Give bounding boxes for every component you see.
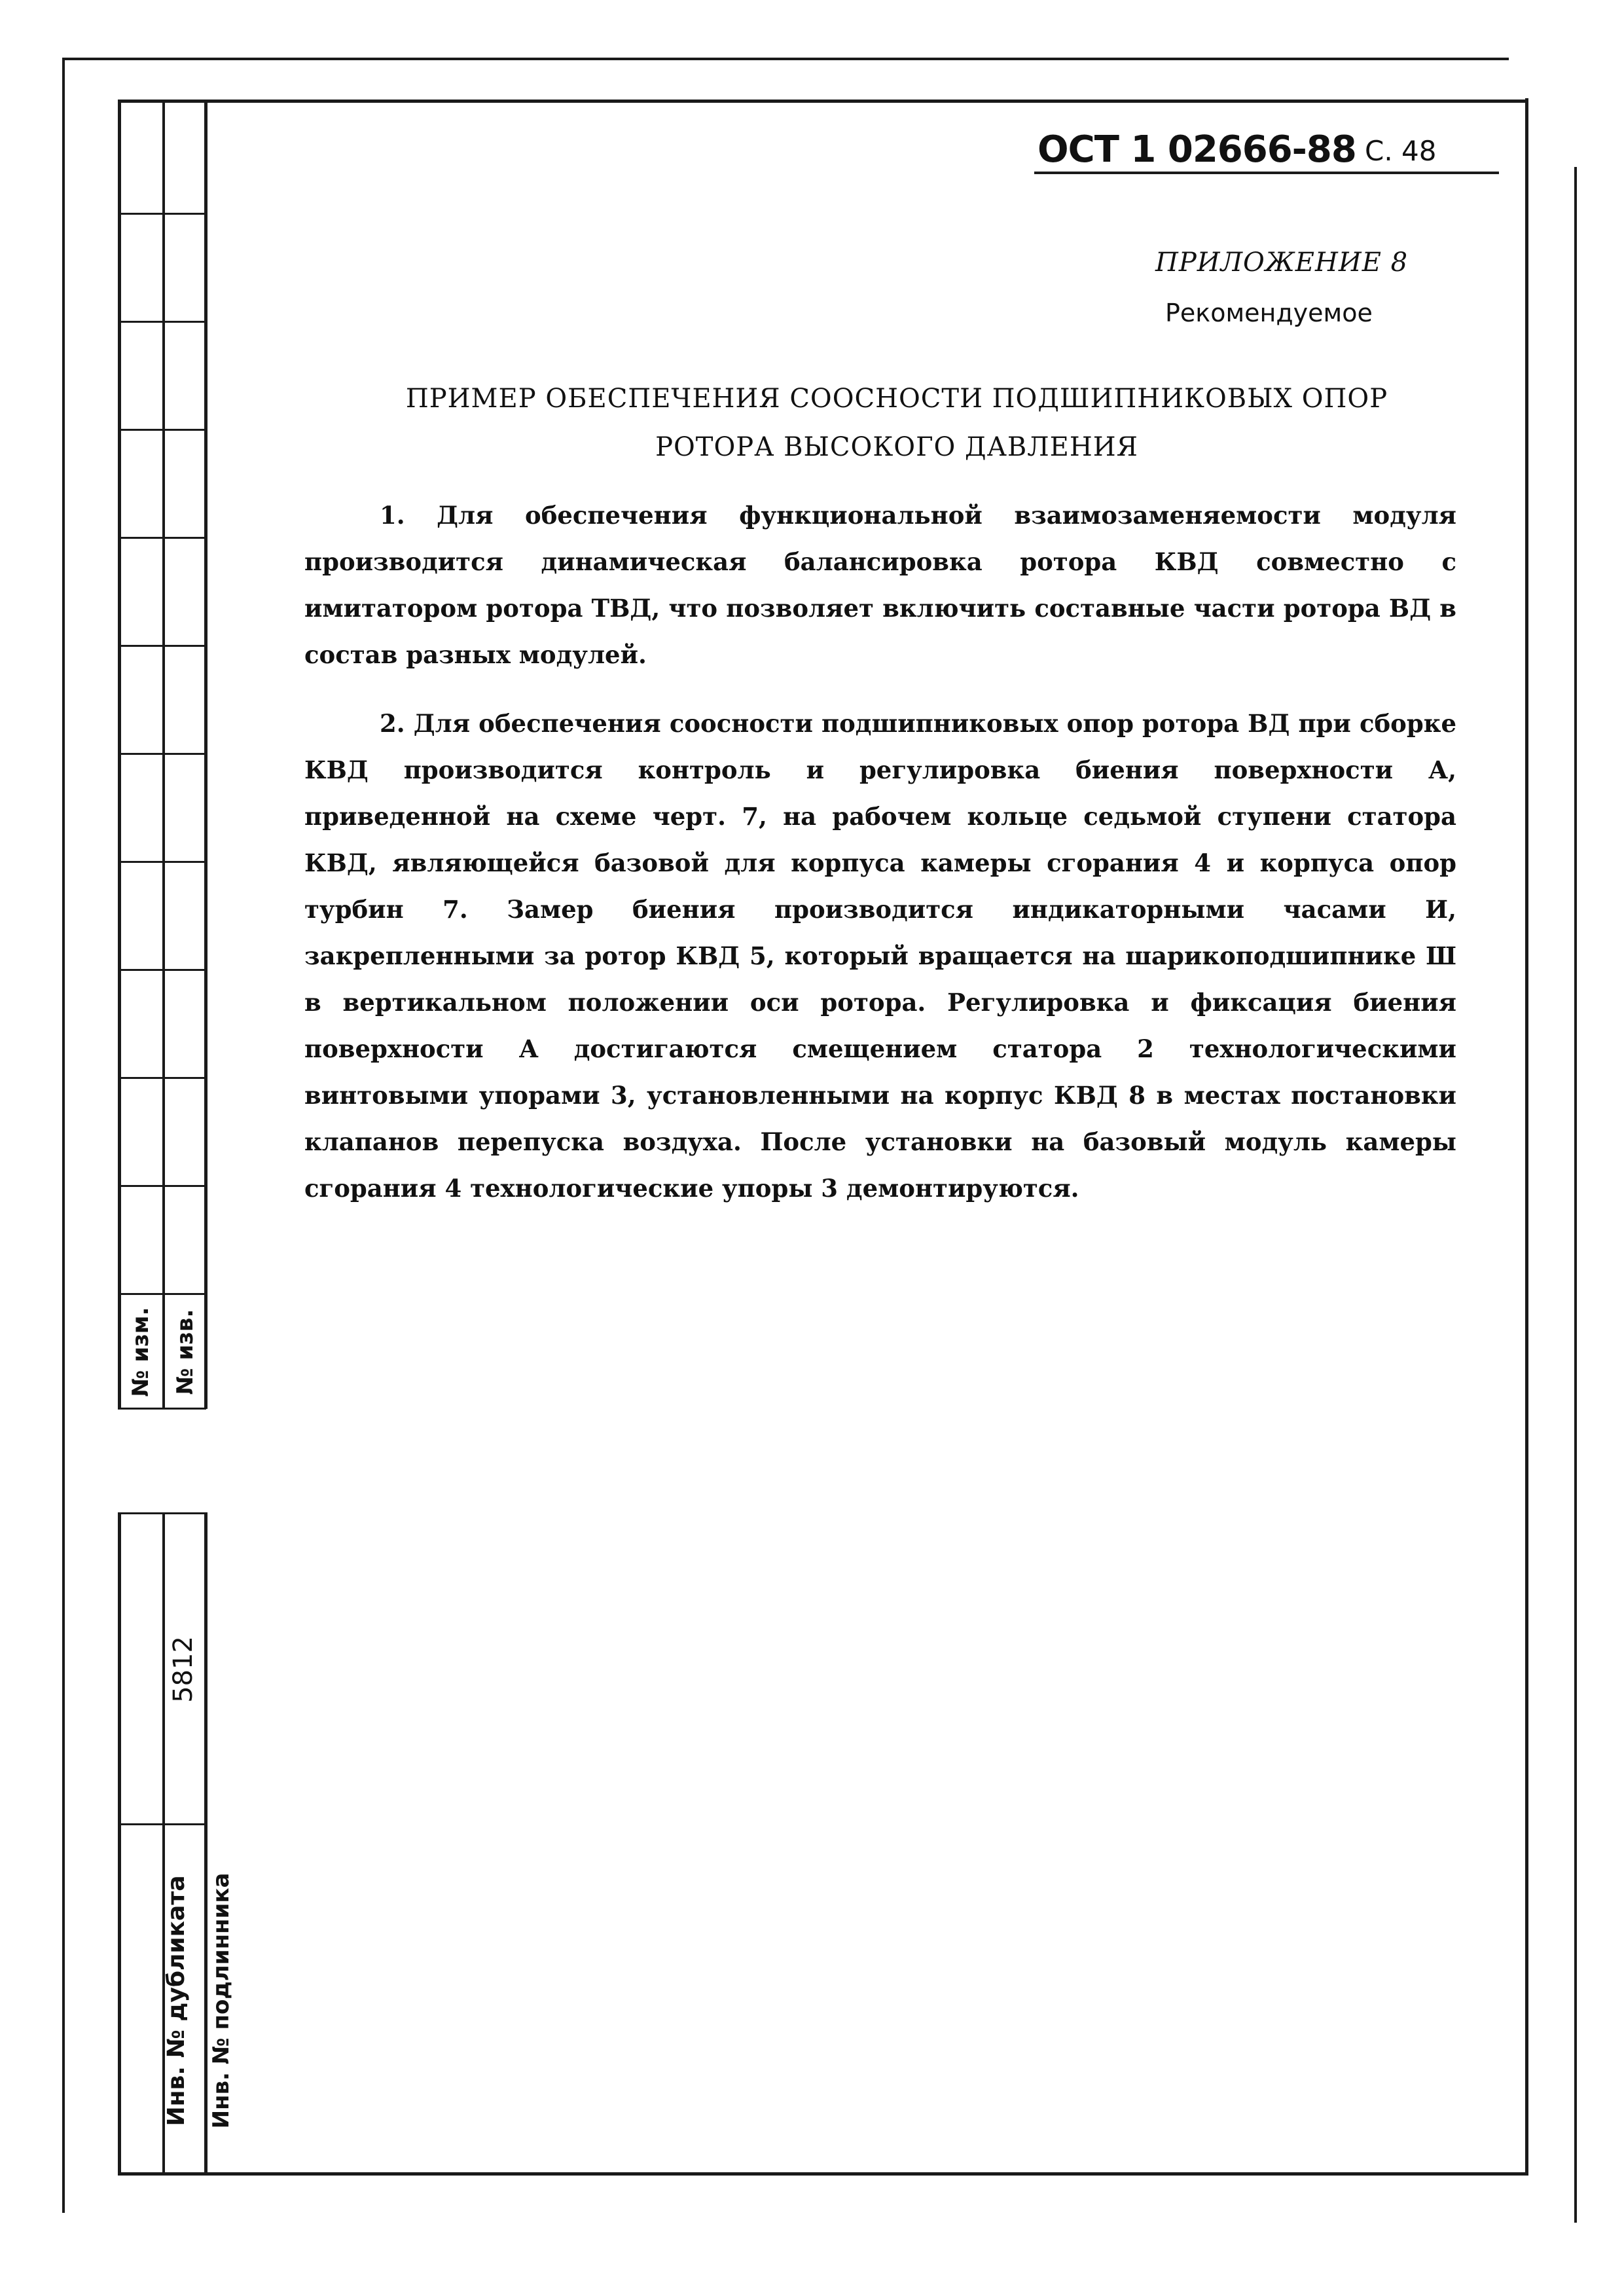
stamp-change-no: № изм. — [128, 1307, 154, 1397]
stamp-duplicate-inv: Инв. № дубликата — [163, 1875, 190, 2126]
body-text — [304, 492, 1456, 1212]
title-line-1: ПРИМЕР ОБЕСПЕЧЕНИЯ СООСНОСТИ ПОДШИПНИКОВЫХ ОПОР — [405, 384, 1388, 414]
stamp-original-inv-value: 5812 — [168, 1636, 198, 1703]
frame-right-edge-line — [1574, 167, 1577, 2223]
title-line-2: РОТОРА ВЫСОКОГО ДАВЛЕНИЯ — [655, 432, 1138, 462]
frame-right-line — [1525, 98, 1528, 2176]
appendix-status: Рекомендуемое — [1165, 299, 1373, 327]
stamp-notice-no: № изв. — [172, 1309, 198, 1395]
page-number: С. 48 — [1365, 135, 1437, 167]
appendix-label: ПРИЛОЖЕНИЕ 8 — [1155, 247, 1409, 278]
paragraph-1: 1. Для обеспечения функциональной взаимозаменяемости модуля производится динамическая балансировка ротора КВД совместно с имитатором ротора ТВД, что позволяет включить составные части ротора ВД в состав разных модулей. — [304, 501, 1456, 669]
document-code: ОСТ 1 02666-88 — [1038, 128, 1356, 171]
stamp-original-inv: Инв. № подлинника — [208, 1872, 234, 2129]
frame-inner-top-line — [118, 100, 1528, 103]
header-underline — [1034, 172, 1499, 174]
frame-top-line — [62, 58, 1509, 60]
frame-left-outer-line — [62, 59, 65, 2213]
frame-inner-bottom-line — [118, 2172, 1528, 2176]
paragraph-2: 2. Для обеспечения соосности подшипниковых опор ротора ВД при сборке КВД производится контроль и регулировка биения поверхности А, приведенной на схеме черт. 7, на рабочем кольце седьмой ступени статора КВД, являющейся базовой для корпуса камеры сгорания 4 и корпуса опор турбин 7. Замер биения производится индикаторными часами И, закрепленными за ротор КВД 5, который вращается на шарикоподшипнике Ш в вертикальном положении оси ротора. Регулировка и фиксация биения поверхности А достигаются смещением статора 2 технологическими винтовыми упорами 3, установленными на корпус КВД 8 в местах постановки клапанов перепуска воздуха. После установки на базовый модуль камеры сгорания 4 технологические упоры 3 демонтируются. — [304, 709, 1456, 1203]
